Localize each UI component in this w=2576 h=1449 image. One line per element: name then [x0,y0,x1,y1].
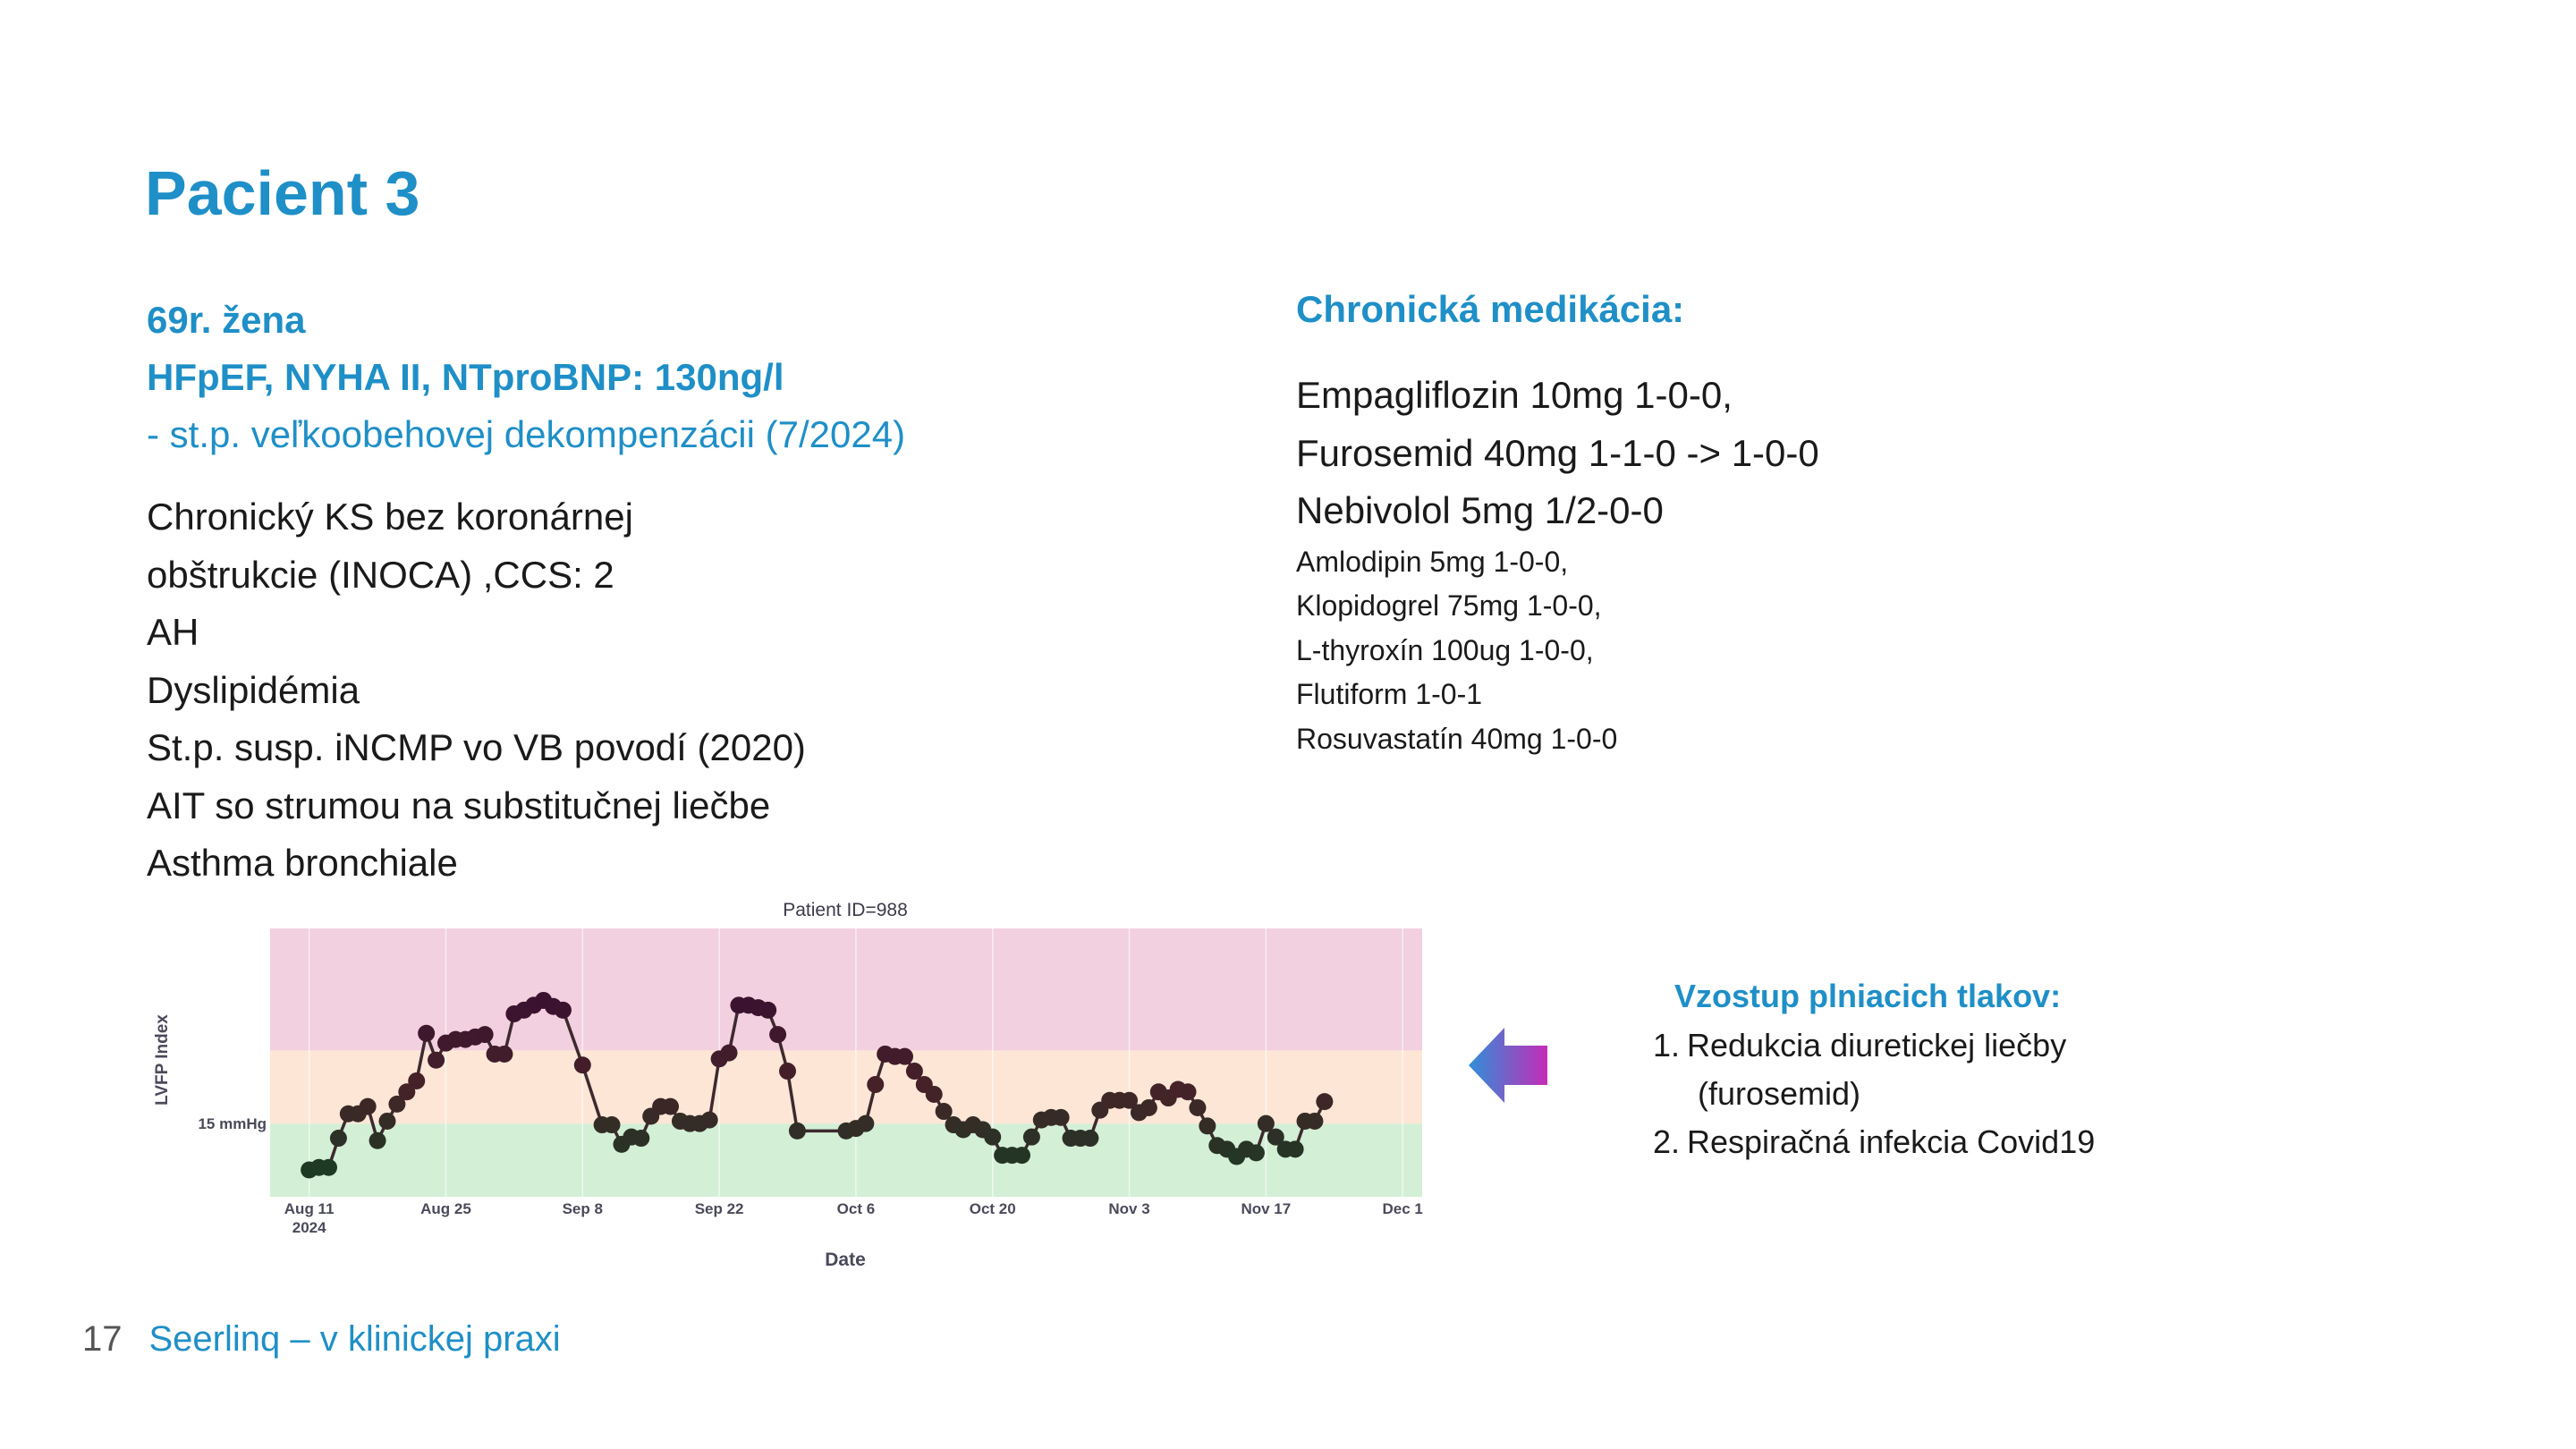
chart-point [1140,1099,1157,1116]
chart-x-tick-label: Nov 17 [1241,1200,1292,1217]
chart-point [428,1052,445,1069]
note-item-number: 2. [1652,1123,1680,1160]
chart-point [1023,1129,1040,1146]
chart-x-tick-label: Aug 25 [420,1200,471,1217]
chart-point [408,1072,425,1089]
chart-point [378,1113,395,1130]
chart-point [320,1159,337,1176]
note-item-line: Redukcia diuretickej liečby [1687,1027,2067,1063]
chart-x-tick-label: Aug 11 [284,1200,335,1217]
chart-point [789,1123,806,1140]
chart-point [662,1098,679,1115]
chart-x-tick-label: Nov 3 [1108,1200,1150,1217]
chart-point [926,1086,943,1103]
medication-item: Furosemid 40mg 1-1-0 -> 1-0-0 [1296,431,1819,474]
chart-x-tick-label: Oct 20 [969,1200,1016,1217]
patient-age-sex: 69r. žena [147,299,306,341]
chart-point [896,1048,913,1065]
note-item-text: Respiračná infekcia Covid19 [1687,1123,2096,1160]
medication-item: Empagliflozin 10mg 1-0-0, [1296,374,1733,416]
medication-item: Amlodipin 5mg 1-0-0, [1296,545,1569,578]
note-list [1648,1021,2095,1166]
diagnosis-item: AIT so strumou na substitučnej liečbe [147,784,771,826]
diagnosis-item: Dyslipidémia [147,668,360,711]
chart-point [1189,1099,1206,1116]
chart-x-tick-label: Oct 6 [836,1200,876,1217]
note-title: Vzostup plniacich tlakov: [1674,978,2062,1014]
medication-item: Klopidogrel 75mg 1-0-0, [1296,589,1602,622]
chart-title: Patient ID=988 [783,900,908,920]
chart-point [984,1129,1001,1146]
chart-point [1013,1147,1030,1164]
medication-title: Chronická medikácia: [1296,288,1685,330]
chart-x-tick-sublabel: 2024 [292,1219,326,1236]
chart-x-tick-label: Dec 1 [1382,1200,1423,1217]
diagnosis-item: obštrukcie (INOCA) ,CCS: 2 [147,553,614,596]
diagnosis-item: St.p. susp. iNCMP vo VB povodí (2020) [147,726,806,768]
chart-point [574,1056,591,1073]
chart-point [330,1130,347,1147]
chart-y-tick-label: 15 mmHg [198,1115,267,1133]
patient-history: - st.p. veľkoobehovej dekompenzácii (7/2024) [147,413,906,455]
medication-item: Flutiform 1-0-1 [1296,678,1483,710]
page-title: Pacient 3 [145,158,420,228]
chart-point [1199,1117,1216,1134]
chart-point [1248,1144,1265,1161]
medication-item: Rosuvastatín 40mg 1-0-0 [1296,722,1618,755]
diagnosis-list [147,488,806,893]
patient-diagnosis-headline: HFpEF, NYHA II, NTproBNP: 130ng/l [147,356,784,398]
chart-point [769,1026,786,1043]
chart-zone [270,928,1422,1050]
left-arrow-icon [1467,1024,1549,1106]
lvfp-chart [143,894,1449,1288]
diagnosis-item: Chronický KS bez koronárnej [147,496,633,538]
patient-summary [147,292,905,463]
chart-point [857,1115,874,1132]
chart-point [1081,1130,1098,1147]
note-item-number: 1. [1652,1027,1680,1063]
chart-x-tick-label: Sep 22 [694,1200,744,1217]
chart-point [759,1002,776,1019]
chart-point [632,1130,649,1147]
chart-x-axis-label: Date [825,1250,866,1270]
chart-point [721,1045,738,1062]
chart-point [496,1046,513,1063]
footer [82,1319,561,1360]
chart-point [477,1026,494,1043]
chart-point [1306,1113,1323,1130]
chart-x-tick-label: Sep 8 [562,1200,603,1217]
chart-point [1316,1093,1333,1110]
note-item-text [1687,1021,2066,1118]
chart-point [360,1098,377,1115]
note-item-line: (furosemid) [1698,1075,1861,1112]
chart-point [369,1132,386,1149]
footer-text: Seerlinq – v klinickej praxi [148,1319,561,1359]
chart-point [555,1002,572,1019]
diagnosis-item: AH [147,611,199,653]
note-item [1648,1118,2095,1166]
chart-point [604,1116,621,1133]
chart-y-axis-label: LVFP Index [153,1014,172,1106]
page-number: 17 [82,1319,123,1359]
medication-list [1296,367,1819,761]
chart-point [1053,1109,1070,1126]
chart-point [701,1112,718,1129]
chart-point [418,1025,435,1042]
medication-item: Nebivolol 5mg 1/2-0-0 [1296,489,1664,531]
chart-point [779,1063,796,1080]
chart-point [1180,1083,1197,1100]
chart-point [867,1076,884,1093]
chart-point [1287,1140,1304,1157]
medication-item: L-thyroxín 100ug 1-0-0, [1296,633,1594,666]
note-item [1648,1021,2095,1118]
diagnosis-item: Asthma bronchiale [147,842,458,884]
